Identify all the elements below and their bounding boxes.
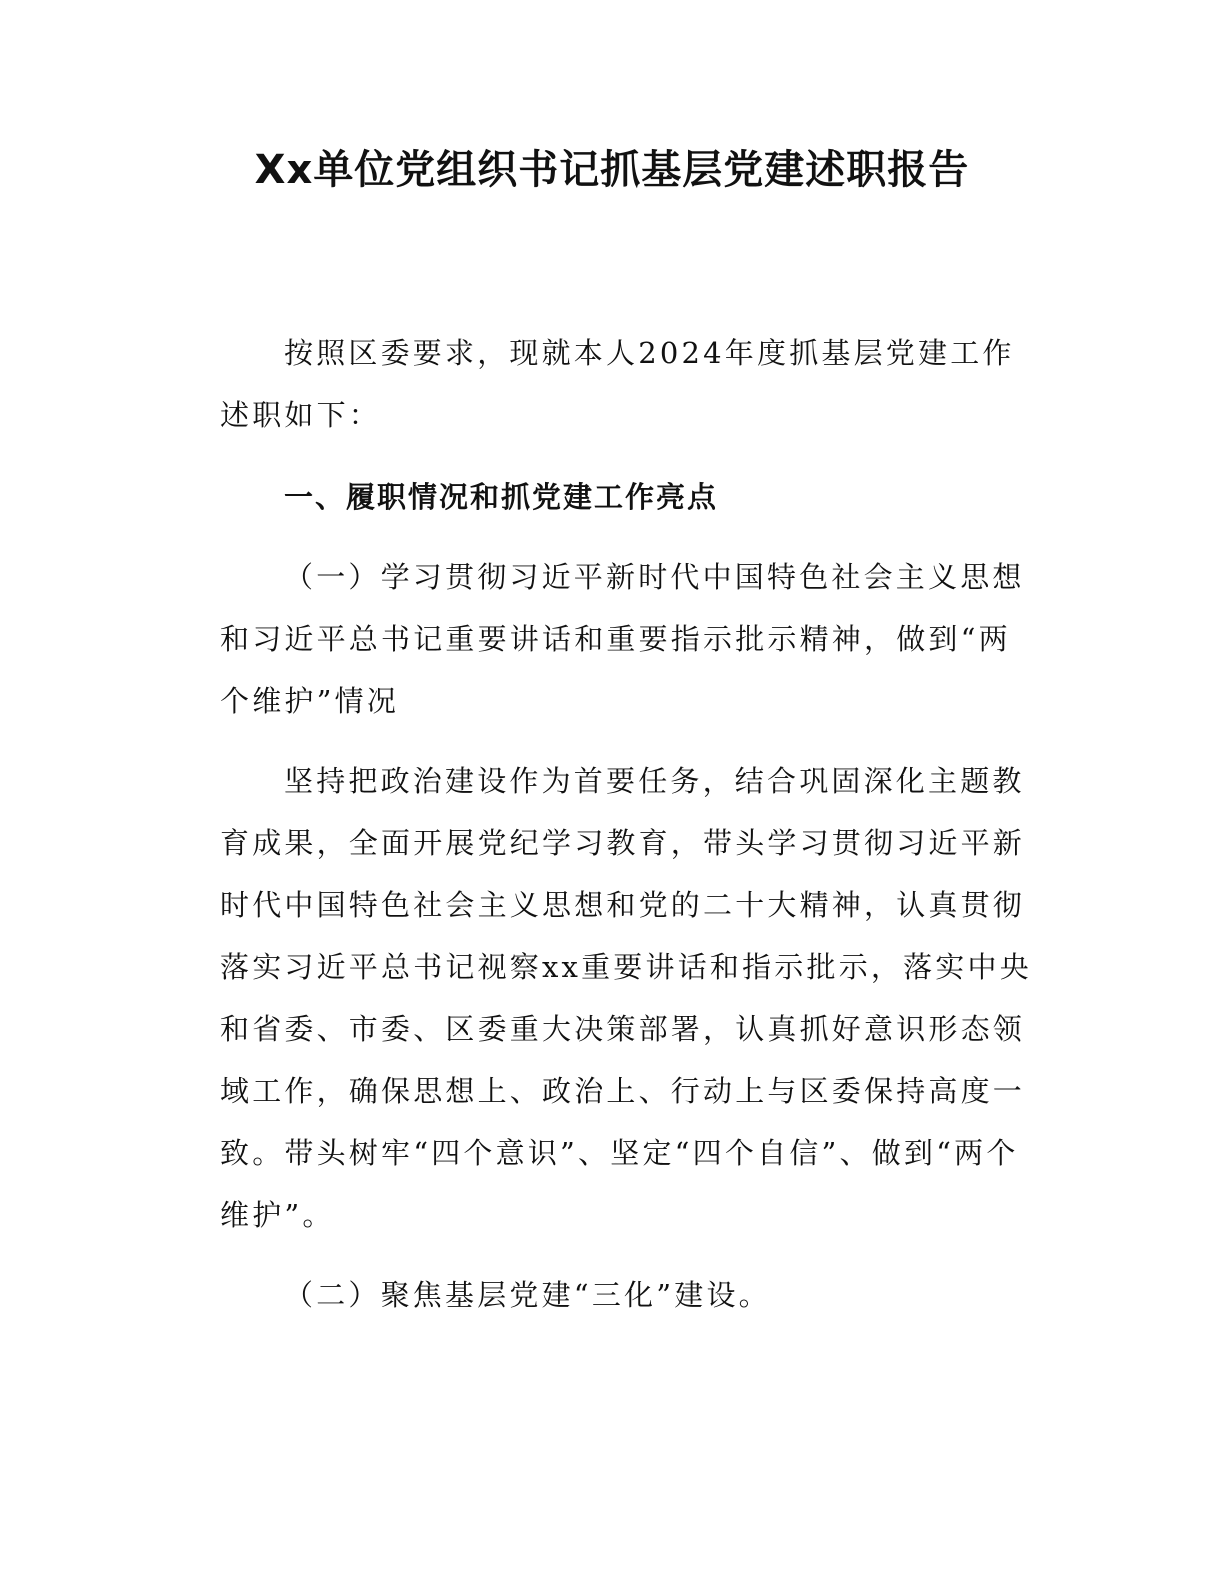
section-heading-1: 一、履职情况和抓党建工作亮点 — [284, 480, 719, 514]
body-paragraph: 坚持把政治建设作为首要任务，结合巩固深化主题教育成果，全面开展党纪学习教育，带头学习贯彻习近平新时代中国特色社会主义思想和党的二十大精神，认真贯彻落实习近平总书记视察xx重要讲话和指示批示，落实中央和省委、市委、区委重大决策部署，认真抓好意识形态领域工作，确保思想上、政治上、行动上与区委保持高度一致。带头树牢“四个意识”、坚定“四个自信”、做到“两个维护”。 — [220, 764, 1032, 1232]
subsection-heading-2: （二）聚焦基层党建“三化”建设。 — [284, 1278, 771, 1312]
document-title: Xx单位党组织书记抓基层党建述职报告 — [254, 147, 970, 193]
intro-paragraph: 按照区委要求，现就本人2024年度抓基层党建工作述职如下： — [220, 336, 1015, 432]
subsection-heading-1: （一）学习贯彻习近平新时代中国特色社会主义思想和习近平总书记重要讲话和重要指示批示精神，做到“两个维护”情况 — [220, 560, 1025, 718]
